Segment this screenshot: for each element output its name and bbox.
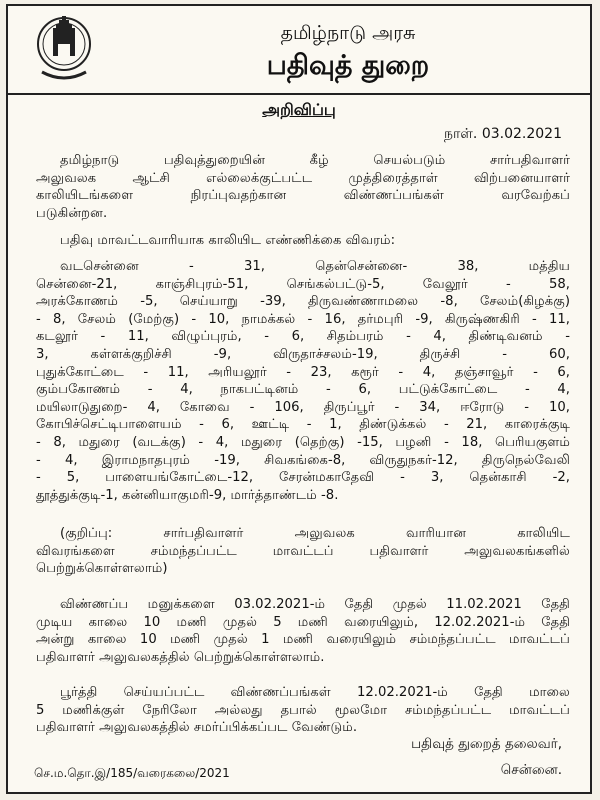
- vacancy-heading-text: பதிவு மாவட்டவாரியாக காலியிட எண்ணிக்கை விவரம்:: [60, 233, 396, 248]
- district-line: அரக்கோணம் -5, செய்யாறு -39, திருவண்ணாமலை -8, சேலம்(கிழக்கு): [36, 294, 570, 310]
- vacancy-heading: [36, 232, 570, 250]
- district-line: கடலூர் - 11, விழுப்புரம், - 6, சிதம்பரம் - 4, திண்டிவனம் -: [36, 329, 570, 345]
- signatory-title: பதிவுத் துறைத் தலைவர்,: [411, 736, 562, 752]
- district-line: 3, கள்ளக்குறிச்சி -9, விருதாச்சலம்-19, திருச்சி - 60,: [36, 346, 570, 362]
- district-line: - 5, பாளையங்கோட்டை-12, சேரன்மகாதேவி - 3, தென்காசி -2,: [36, 470, 570, 486]
- note-line: பெற்றுக்கொள்ளலாம்): [36, 561, 168, 577]
- intro-line: காலியிடங்களை நிரப்புவதற்கான விண்ணப்பங்கள் வரவேற்கப்: [36, 188, 570, 204]
- district-line: புதுக்கோட்டை - 11, அரியலூர் - 23, கரூர் - 4, தஞ்சாவூர் - 6,: [36, 364, 570, 380]
- submission-line: பதிவாளர் அலுவலகத்தில் சமர்ப்பிக்கப்பட வேண்டும்.: [36, 720, 358, 736]
- district-line: சென்னை-21, காஞ்சிபுரம்-51, செங்கல்பட்டு-5, வேலூர் - 58,: [36, 276, 570, 292]
- intro-line: அலுவலக ஆட்சி எல்லைக்குட்பட்ட முத்திரைத்தாள் விற்பனையாளர்: [36, 170, 570, 186]
- application-line: விண்ணப்ப மனுக்களை 03.02.2021-ம் தேதி முதல் 11.02.2021 தேதி: [60, 597, 570, 612]
- notice-header: [8, 6, 590, 95]
- application-line: அன்று காலை 10 மணி முதல் 1 மணி வரையிலும் சம்மந்தப்பட்ட மாவட்டப்: [36, 632, 570, 648]
- application-line: பதிவாளர் அலுவலகத்தில் பெற்றுக்கொள்ளலாம்.: [36, 649, 325, 665]
- submission-line: பூர்த்தி செய்யப்பட்ட விண்ணப்பங்கள் 12.02.2021-ம் தேதி மாலை: [60, 685, 570, 700]
- intro-line: தமிழ்நாடு பதிவுத்துறையின் கீழ் செயல்படும் சார்பதிவாளர்: [60, 153, 570, 168]
- district-line: - 8, சேலம் (மேற்கு) - 10, நாமக்கல் - 16, தர்மபுரி -9, கிருஷ்ணகிரி - 11,: [36, 311, 570, 327]
- application-dates-paragraph: [36, 596, 570, 666]
- note-paragraph: [36, 525, 570, 578]
- district-line: மயிலாடுதுறை- 4, கோவை - 106, திருப்பூர் - 34, ஈரோடு - 10,: [36, 399, 570, 415]
- notice-document: [6, 4, 592, 794]
- district-line: - 8, மதுரை (வடக்கு) - 4, மதுரை (தெற்கு) -15, பழனி - 18, பெரியகுளம்: [36, 434, 570, 450]
- district-line: கோபிச்செட்டிபாளையம் - 6, ஊட்டி - 1, திண்டுக்கல் - 21, காரைக்குடி: [36, 417, 570, 433]
- district-vacancies: [36, 258, 570, 504]
- submission-paragraph: [36, 684, 570, 737]
- submission-line: 5 மணிக்குள் நேரிலோ அல்லது தபால் மூலமோ சம்மந்தப்பட்ட மாவட்டப்: [36, 702, 570, 718]
- note-line: விவரங்களை சம்மந்தப்பட்ட மாவட்டப் பதிவாளர் அலுவலகங்களில்: [36, 543, 570, 559]
- intro-paragraph: [36, 152, 570, 222]
- application-line: முடிய காலை 10 மணி முதல் 5 மணி வரையிலும், 12.02.2021-ம் தேதி: [36, 614, 570, 630]
- department-title: பதிவுத் துறை: [266, 50, 430, 81]
- reference-number: செ.ம.தொ.இ/185/வரைகலை/2021: [34, 766, 230, 780]
- district-line: வடசென்னை - 31, தென்சென்னை- 38, மத்திய: [60, 259, 570, 274]
- notice-date: நாள். 03.02.2021: [444, 126, 562, 142]
- district-line: - 4, இராமநாதபுரம் -19, சிவகங்கை-8, விருதுநகர்-12, திருநெல்வேலி: [36, 452, 570, 468]
- intro-line: படுகின்றன.: [36, 205, 108, 221]
- district-line: தூத்துக்குடி-1, கன்னியாகுமரி-9, மார்த்தாண்டம் -8.: [36, 487, 339, 503]
- signatory-place: சென்னை.: [500, 762, 562, 778]
- tamil-nadu-emblem-icon: [36, 14, 92, 86]
- notice-title: அறிவிப்பு: [262, 100, 336, 119]
- district-line: கும்பகோணம் - 4, நாகபட்டினம் - 6, பட்டுக்கோட்டை - 4,: [36, 382, 570, 398]
- note-line: (குறிப்பு: சார்பதிவாளர் அலுவலக வாரியான காலியிட: [60, 526, 570, 541]
- government-title: தமிழ்நாடு அரசு: [280, 22, 416, 44]
